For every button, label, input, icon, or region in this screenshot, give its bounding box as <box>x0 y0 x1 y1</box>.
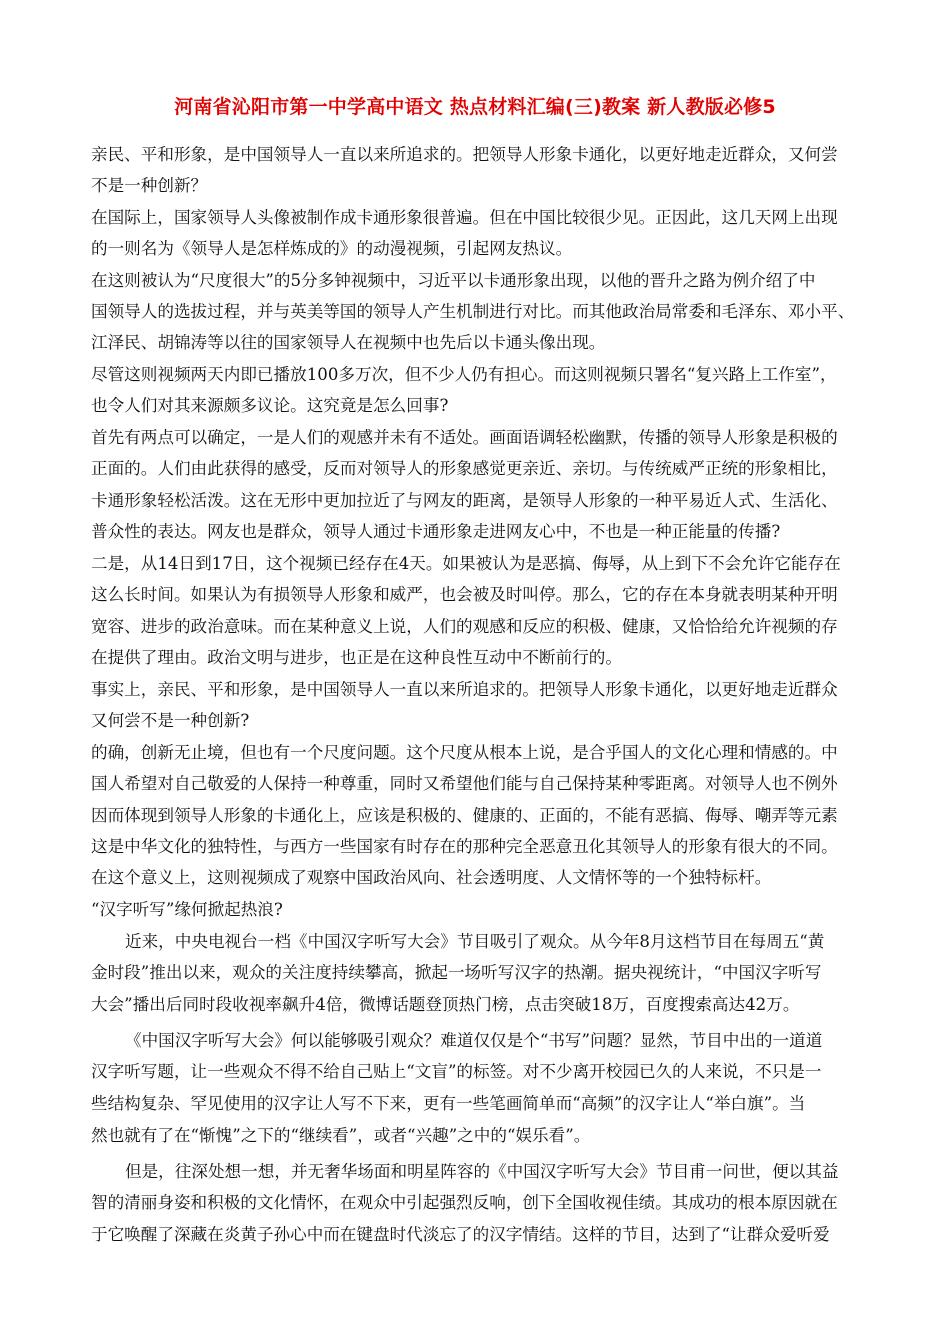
text-line: 宽容、进步的政治意味。而在某种意义上说，人们的观感和反应的积极、健康，又恰恰给允许视频的存 <box>91 617 838 636</box>
text-line: 这么长时间。如果认为有损领导人形象和威严，也会被及时叫停。那么，它的存在本身就表明某种开明 <box>91 585 838 604</box>
text-line: 近来，中央电视台一档《中国汉字听写大会》节目吸引了观众。从今年8月这档节目在每周五“黄 <box>125 932 825 951</box>
text-line: 然也就有了在“惭愧”之下的“继续看”，或者“兴趣”之中的“娱乐看”。 <box>91 1126 591 1145</box>
text-line: 汉字听写题，让一些观众不得不给自己贴上“文盲”的标签。对不少离开校园已久的人来说，不只是一 <box>91 1062 822 1081</box>
text-line: 些结构复杂、罕见使用的汉字让人写不下来，更有一些笔画简单而“高频”的汉字让人“举白旗”。当 <box>91 1094 806 1113</box>
text-line: 江泽民、胡锦涛等以往的国家领导人在视频中也先后以卡通头像出现。 <box>91 333 606 352</box>
text-line: 正面的。人们由此获得的感受，反而对领导人的形象感觉更亲近、亲切。与传统威严正统的形象相比， <box>91 459 838 478</box>
text-line: 在这个意义上，这则视频成了观察中国政治风向、社会透明度、人文情怀等的一个独特标杆。 <box>91 868 772 887</box>
text-line: 但是，往深处想一想，并无奢华场面和明星阵容的《中国汉字听写大会》节目甫一问世，便以其益 <box>125 1162 839 1181</box>
text-line: 事实上，亲民、平和形象，是中国领导人一直以来所追求的。把领导人形象卡通化，以更好地走近群众 <box>91 680 838 699</box>
text-line: 国人希望对自己敬爱的人保持一种尊重，同时又希望他们能与自己保持某种零距离。对领导人也不例外 <box>91 774 838 793</box>
text-line: 在这则被认为“尺度很大”的5分多钟视频中，习近平以卡通形象出现，以他的晋升之路为例介绍了中 <box>91 271 816 290</box>
text-line: 的确，创新无止境，但也有一个尺度问题。这个尺度从根本上说，是合乎国人的文化心理和情感的。中 <box>91 743 838 762</box>
text-line: 这是中华文化的独特性，与西方一些国家有时存在的那种完全恶意丑化其领导人的形象有很大的不同。 <box>91 837 838 856</box>
text-line: 大会”播出后同时段收视率飙升4倍，微博话题登顶热门榜，点击突破18万，百度搜索高达42万。 <box>91 995 800 1014</box>
text-line: 在国际上，国家领导人头像被制作成卡通形象很普遍。但在中国比较很少见。正因此，这几天网上出现 <box>91 208 838 227</box>
text-line: 不是一种创新？ <box>91 176 208 195</box>
text-line: 卡通形象轻松活泼。这在无形中更加拉近了与网友的距离，是领导人形象的一种平易近人式、生活化、 <box>91 491 838 510</box>
text-line: 尽管这则视频两天内即已播放100多万次，但不少人仍有担心。而这则视频只署名“复兴路上工作室”， <box>91 365 837 384</box>
text-line: 二是，从14日到17日，这个视频已经存在4天。如果被认为是恶搞、侮辱，从上到下不会允许它能存在 <box>91 554 841 573</box>
text-line: 亲民、平和形象，是中国领导人一直以来所追求的。把领导人形象卡通化，以更好地走近群众，又何尝 <box>91 145 838 164</box>
section-heading: “汉字听写”缘何掀起热浪? <box>91 900 283 919</box>
document-title: 河南省沁阳市第一中学高中语文 热点材料汇编(三)教案 新人教版必修5 <box>174 96 776 118</box>
text-line: 金时段”推出以来，观众的关注度持续攀高，掀起一场听写汉字的热潮。据央视统计，“中国汉字听写 <box>91 963 822 982</box>
text-line: 普众性的表达。网友也是群众，领导人通过卡通形象走进网友心中，不也是一种正能量的传播? <box>91 522 781 541</box>
text-line: 在提供了理由。政治文明与进步，也正是在这种良性互动中不断前行的。 <box>91 648 622 667</box>
text-line: 首先有两点可以确定，一是人们的观感并未有不适处。画面语调轻松幽默，传播的领导人形象是积极的 <box>91 428 838 447</box>
text-line: 因而体现到领导人形象的卡通化上，应该是积极的、健康的、正面的，不能有恶搞、侮辱、嘲弄等元素 <box>91 806 838 825</box>
text-line: 又何尝不是一种创新? <box>91 711 250 730</box>
text-line: 《中国汉字听写大会》何以能够吸引观众？难道仅仅是个“书写”问题？显然，节目中出的一道道 <box>125 1031 823 1050</box>
text-line: 的一则名为《领导人是怎样炼成的》的动漫视频，引起网友热议。 <box>91 239 573 258</box>
text-line: 于它唤醒了深藏在炎黄子孙心中而在键盘时代淡忘了的汉字情结。这样的节目，达到了“让群众爱听爱 <box>91 1225 830 1244</box>
text-line: 国领导人的选拔过程，并与英美等国的领导人产生机制进行对比。而其他政治局常委和毛泽东、邓小平、 <box>91 302 855 321</box>
text-line: 智的清丽身姿和积极的文化情怀，在观众中引起强烈反响，创下全国收视佳绩。其成功的根本原因就在 <box>91 1193 838 1212</box>
text-line: 也令人们对其来源颇多议论。这究竟是怎么回事? <box>91 396 449 415</box>
